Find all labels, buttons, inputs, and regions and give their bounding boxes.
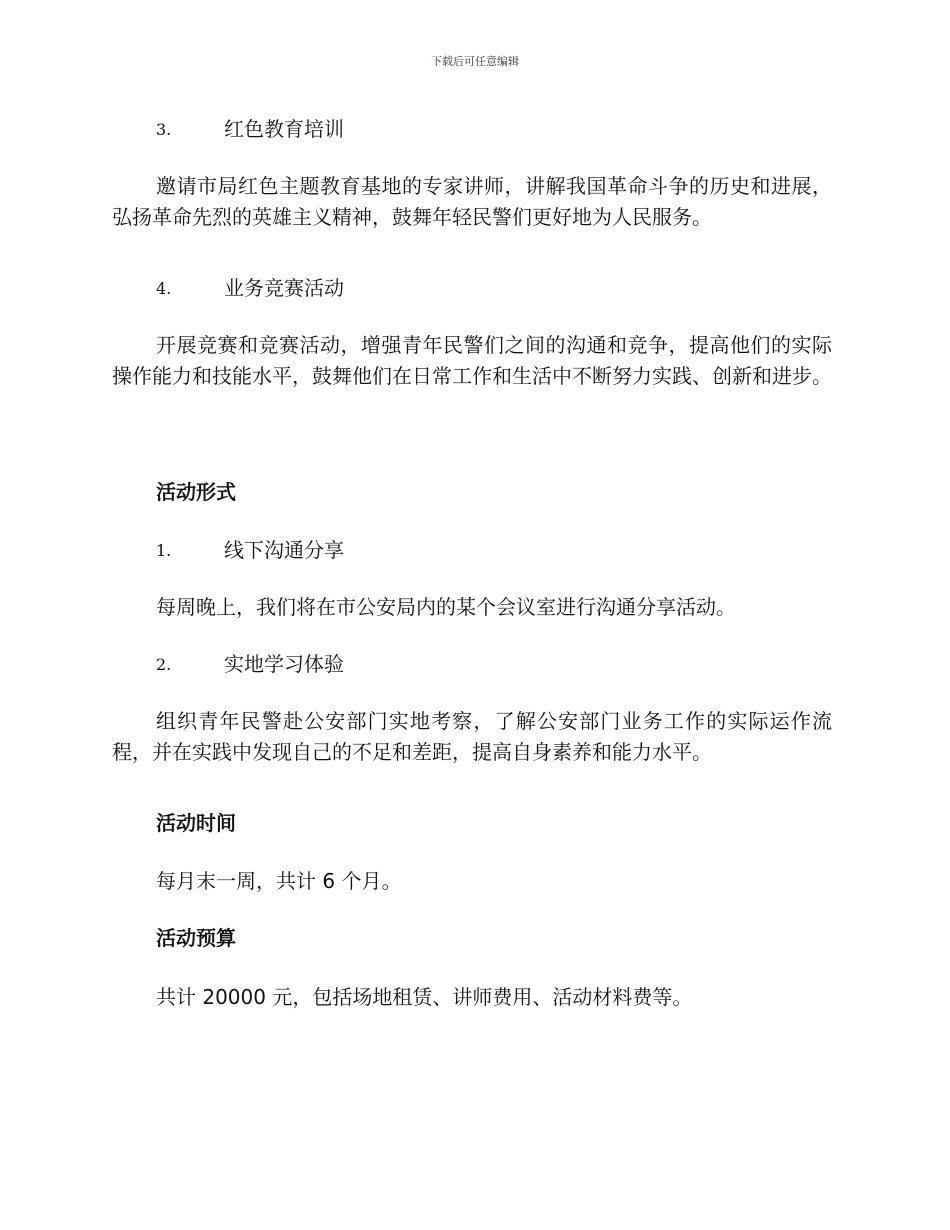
paragraph-red-education: 邀请市局红色主题教育基地的专家讲师，讲解我国革命斗争的历史和进展，弘扬革命先烈的英雄主义精神，鼓舞年轻民警们更好地为人民服务。 (112, 174, 832, 229)
paragraph-offline-sharing: 每周晚上，我们将在市公安局内的某个会议室进行沟通分享活动。 (156, 595, 736, 619)
section-heading-activity-time: 活动时间 (156, 811, 236, 835)
section-heading-activity-budget: 活动预算 (156, 926, 236, 950)
list-item-title: 实地学习体验 (224, 652, 344, 676)
section-heading-activity-form: 活动形式 (156, 480, 236, 504)
list-item-number: 1. (156, 541, 172, 560)
paragraph-field-study: 组织青年民警赴公安部门实地考察，了解公安部门业务工作的实际运作流程，并在实践中发现自己的不足和差距，提高自身素养和能力水平。 (112, 709, 832, 764)
list-item-title: 线下沟通分享 (224, 538, 344, 562)
page-header: 下载后可任意编辑 (431, 55, 519, 68)
list-item-business-competition (112, 273, 832, 304)
list-item-number: 4. (156, 279, 172, 298)
paragraph-activity-budget: 共计 20000 元，包括场地租赁、讲师费用、活动材料费等。 (156, 985, 693, 1009)
paragraph-competition: 开展竞赛和竞赛活动，增强青年民警们之间的沟通和竞争，提高他们的实际操作能力和技能水平，鼓舞他们在日常工作和生活中不断努力实践、创新和进步。 (112, 333, 832, 388)
list-item-red-education (112, 114, 832, 145)
list-item-title: 红色教育培训 (224, 117, 344, 141)
list-item-field-study (112, 649, 832, 680)
list-item-number: 3. (156, 120, 172, 139)
list-item-number: 2. (156, 655, 172, 674)
paragraph-activity-time: 每月末一周，共计 6 个月。 (156, 869, 402, 893)
list-item-title: 业务竞赛活动 (224, 276, 344, 300)
list-item-offline-sharing (112, 535, 832, 566)
